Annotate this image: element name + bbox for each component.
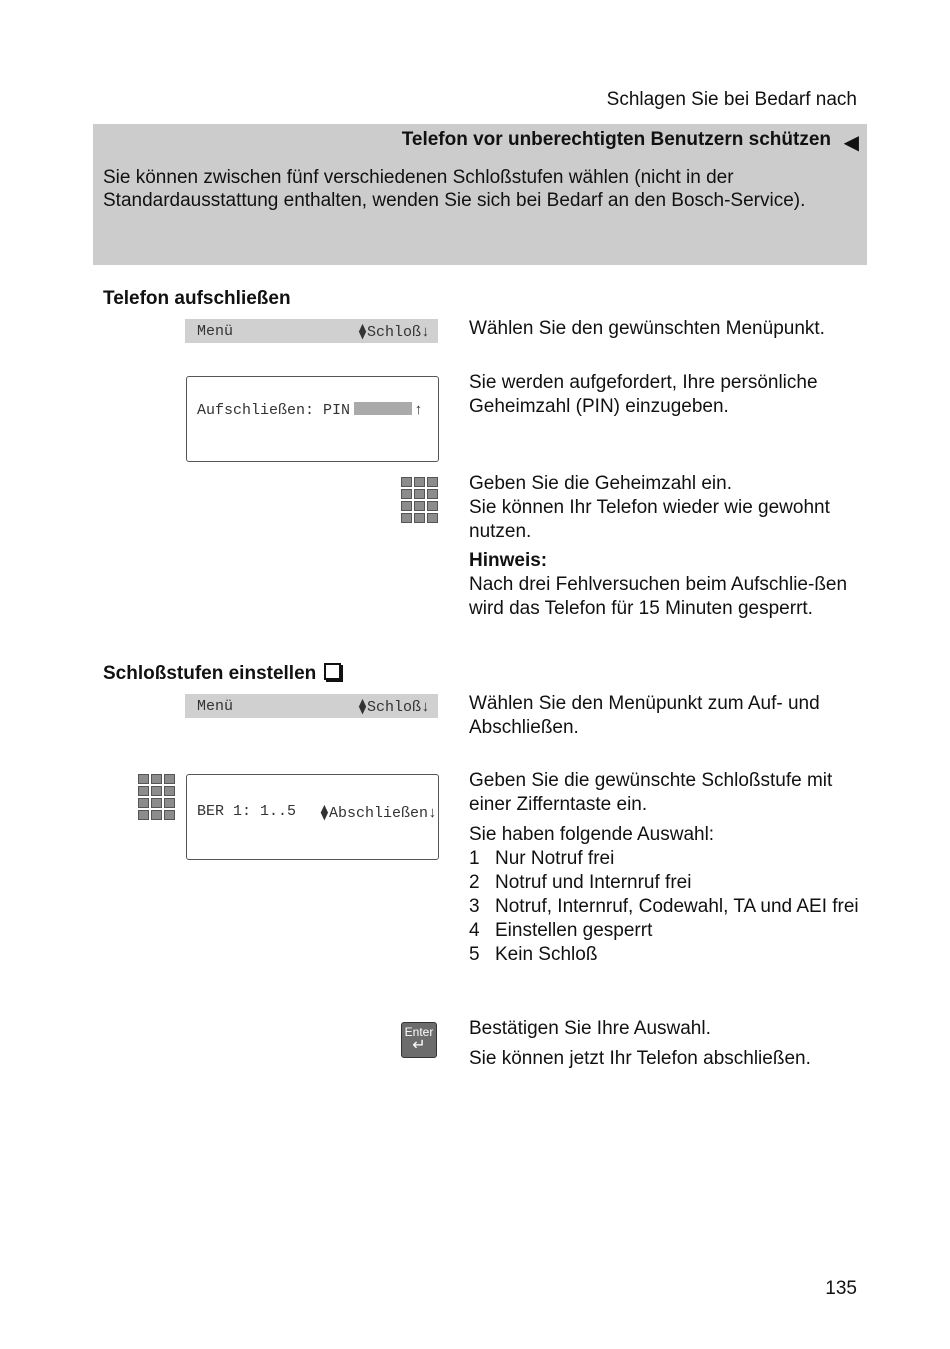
- list-item: [469, 919, 859, 943]
- list-item-label: Kein Schloß: [495, 944, 598, 965]
- step-text: Geben Sie die Geheimzahl ein.: [469, 473, 732, 494]
- info-box-title: Telefon vor unberechtigten Benutzern schützen: [401, 129, 831, 150]
- display-right: [358, 322, 430, 341]
- list-item: [469, 871, 859, 895]
- pin-entry-field: [354, 402, 412, 415]
- section-title-unlock: Telefon aufschließen: [103, 288, 291, 309]
- display-right: [358, 697, 430, 716]
- step-text-group: [469, 472, 859, 621]
- list-item: [469, 895, 859, 919]
- display-left-text: Menü: [197, 698, 234, 715]
- hint-label: Hinweis:: [469, 550, 548, 571]
- keypad-icon: [401, 477, 438, 523]
- step-text-group: [469, 1017, 859, 1071]
- display-pin-prompt: [186, 376, 439, 462]
- display-menu-lock: [185, 694, 438, 718]
- list-item-number: 3: [469, 896, 480, 917]
- section-title-lock-levels: [103, 663, 341, 685]
- step-text: Wählen Sie den gewünschten Menüpunkt.: [469, 318, 825, 339]
- hint-text: Nach drei Fehlversuchen beim Aufschlie-ßen wird das Telefon für 15 Minuten gesperrt.: [469, 574, 848, 619]
- arrow-down-icon: ↓: [420, 324, 430, 341]
- page-number: 135: [825, 1278, 857, 1299]
- section-title-text: Schloßstufen einstellen: [103, 663, 317, 684]
- list-item: [469, 943, 859, 967]
- list-item-number: 1: [469, 848, 480, 869]
- list-item-label: Einstellen gesperrt: [495, 920, 653, 941]
- display-pin-text: Aufschließen: PIN: [197, 402, 351, 419]
- step-text-group: [469, 769, 859, 967]
- arrow-diamond-icon: ⧫: [319, 805, 329, 822]
- display-left-text: BER 1: 1..5: [197, 803, 297, 820]
- triangle-left-icon: ◀: [843, 132, 859, 154]
- display-right-text: Schloß: [366, 324, 421, 341]
- list-item-label: Nur Notruf frei: [495, 848, 615, 869]
- info-box: [93, 124, 867, 265]
- option-list: [469, 847, 859, 967]
- step-text: Sie können jetzt Ihr Telefon abschließen.: [469, 1048, 811, 1069]
- enter-key-label: Enter: [404, 1025, 434, 1039]
- step-text: Sie haben folgende Auswahl:: [469, 824, 715, 845]
- display-lock-level: [186, 774, 439, 860]
- display-left-text: Menü: [197, 323, 234, 340]
- step-text: Geben Sie die gewünschte Schloßstufe mit einer Zifferntaste ein.: [469, 770, 833, 815]
- display-menu-lock: [185, 319, 438, 343]
- list-item-number: 5: [469, 944, 480, 965]
- return-arrow-icon: ↵: [412, 1037, 426, 1054]
- list-item-label: Notruf und Internruf frei: [495, 872, 692, 893]
- checkbox-icon: [324, 663, 341, 680]
- keypad-icon: [138, 774, 175, 820]
- list-item-number: 4: [469, 920, 480, 941]
- arrow-up-icon: ↑: [414, 402, 424, 419]
- step-text: Bestätigen Sie Ihre Auswahl.: [469, 1018, 711, 1039]
- arrow-down-icon: ↓: [420, 699, 430, 716]
- list-item-label: Notruf, Internruf, Codewahl, TA und AEI frei: [495, 896, 859, 917]
- arrow-diamond-icon: ⧫: [357, 699, 367, 716]
- running-header: Schlagen Sie bei Bedarf nach: [606, 89, 857, 110]
- display-right-text: Abschließen: [328, 805, 428, 822]
- enter-key-icon: [401, 1022, 437, 1058]
- step-text: Sie können Ihr Telefon wieder wie gewohnt nutzen.: [469, 497, 830, 542]
- list-item: [469, 847, 859, 871]
- step-text: Sie werden aufgefordert, Ihre persönliche Geheimzahl (PIN) einzugeben.: [469, 372, 818, 417]
- step-text: Wählen Sie den Menüpunkt zum Auf- und Abschließen.: [469, 693, 820, 738]
- info-box-text: Sie können zwischen fünf verschiedenen Schloßstufen wählen (nicht in der Standardausstattung enthalten, wenden Sie sich bei Bedarf an den Bosch-Service).: [103, 167, 806, 211]
- display-right-text: Schloß: [366, 699, 421, 716]
- arrow-diamond-icon: ⧫: [357, 324, 367, 341]
- display-right: [320, 803, 437, 822]
- list-item-number: 2: [469, 872, 480, 893]
- arrow-down-icon: ↓: [427, 805, 437, 822]
